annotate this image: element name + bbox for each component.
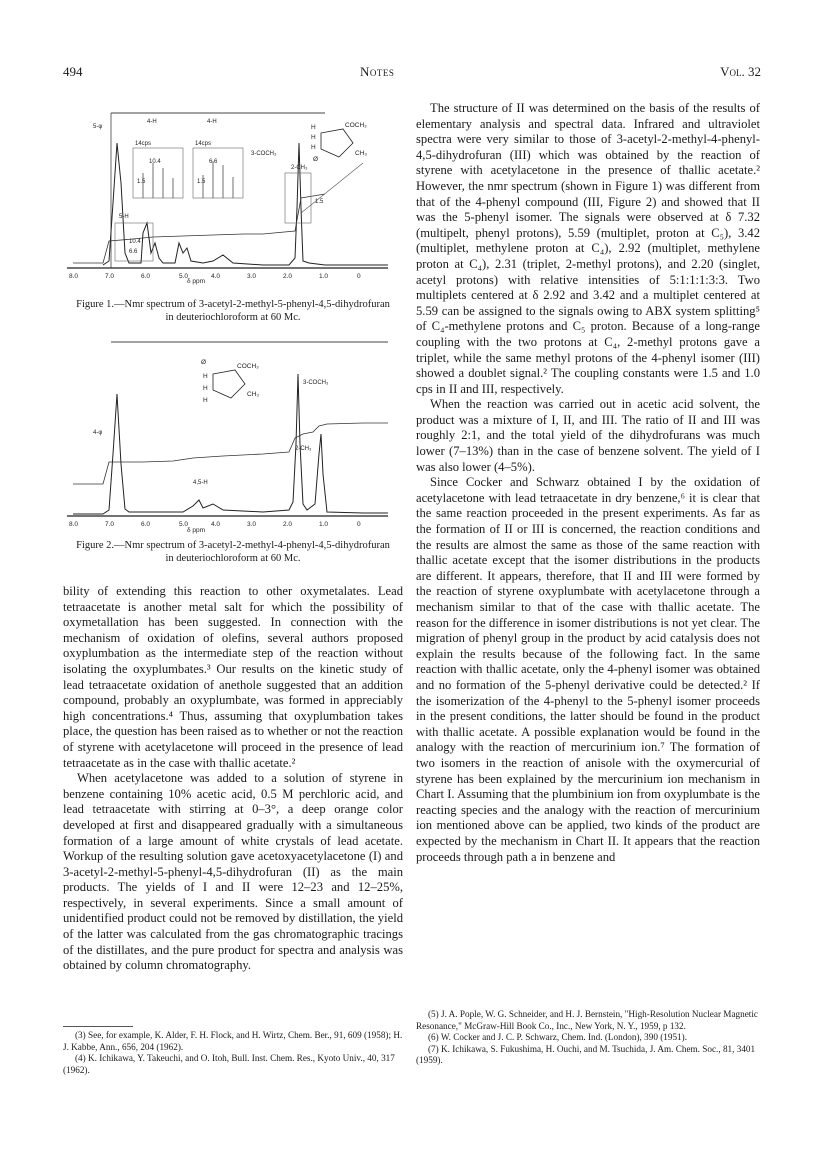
tick-label: 0: [357, 273, 361, 280]
tick-label: 3.0: [247, 521, 257, 528]
figure-1-spectrum: [63, 103, 403, 293]
paragraph: When acetylacetone was added to a solution of styrene in benzene containing 10% acetic acid, 0.5 M perchloric acid, and lead tetraacetate with stirring at 0–3°, a deep orange color developed at first and disappeared gradually with a simultaneous formation of a large amount of white crystals of lead acetate. Workup of the resulting solution gave acetoxyacetylacetone (I) and 3-acetyl-2-methyl-5-phenyl-4,5-dihydrofuran (II) as the main products. The yields of I and II were 12–23 and 12–25%, respectively, in several experiments. Since a small amount of unidentified product could not be removed by distillation, the yield of the latter was calculated from the gas chromatographic tracings of the distillates, and the pure product for spectra and analysis was obtained by column chromatography.: [63, 771, 403, 973]
section-title: Notes: [360, 64, 395, 79]
coupling-label: 10.4: [149, 159, 161, 165]
paragraph: When the reaction was carried out in acetic acid solvent, the product was a mixture of I, II, and III. The ratio of II and III was roughly 2:1, and the total yield of the dihydrofurans was much lower (7–13%) than in the case of benzene solvent. The yield of I was also lower (4–5%).: [416, 397, 760, 474]
tick-label: 6.0: [141, 521, 151, 528]
tick-label: 3.0: [247, 273, 257, 280]
structure-label: H: [311, 134, 316, 141]
coupling-label: 6.6: [209, 159, 218, 165]
tick-label: 4.0: [211, 273, 221, 280]
tick-label: 2.0: [283, 273, 293, 280]
paragraph: bility of extending this reaction to other oxymetalates. Lead tetraacetate is another metal salt for which the possibility of oxymetallation has been suggested. In connection with the mechanism of oxidation of olefins, several authors proposed oxyplumbation as the intermediate step of the reaction without isolating the oxyplumbates.³ Our results on the kinetic study of lead tetraacetate oxidation of anethole suggested that an addition compound, probably an oxyplumbate, was formed in appreciably high concentrations.⁴ Thus, assuming that oxyplumbation takes place, the question has been raised as to whether or not the reaction of styrene with acetylacetone will proceed in the presence of lead tetraacetate as in the case with thallic acetate.²: [63, 584, 403, 770]
h4-label: 4-H: [147, 119, 157, 125]
coupling-label: 1.5: [137, 179, 146, 185]
structure-label: H: [203, 385, 208, 392]
ch3-label: 2-CH₃: [295, 446, 312, 452]
footnote: (5) J. A. Pople, W. G. Schneider, and H. J. Bernstein, "High-Resolution Nuclear Magnetic Resonance," McGraw-Hill Book Co., Inc., New York, N. Y., 1959, p 132.: [416, 1009, 758, 1031]
coupling-label: 6.6: [129, 249, 138, 255]
tick-label: 2.0: [283, 521, 293, 528]
coupling-label: 1.5: [315, 199, 324, 205]
structure-label: H: [311, 144, 316, 151]
tick-label: 7.0: [105, 521, 115, 528]
ppm-label: δ ppm: [187, 527, 206, 534]
coupling-label: 10.4: [129, 239, 141, 245]
structure-label: Ø: [201, 359, 207, 366]
structure-label: COCH₃: [237, 363, 259, 370]
structure-label: H: [311, 124, 316, 131]
ppm-label: δ ppm: [187, 278, 206, 285]
figure-2: [63, 334, 403, 565]
h4-label: 4-H: [207, 119, 217, 125]
h5-label: 5-H: [119, 214, 129, 220]
tick-label: 6.0: [141, 273, 151, 280]
footnote-rule: [63, 1026, 133, 1027]
tick-label: 1.0: [319, 273, 329, 280]
h45-label: 4,5-H: [193, 480, 208, 486]
structure-label: H: [203, 397, 208, 404]
tick-label: 7.0: [105, 273, 115, 280]
tick-label: 8.0: [69, 273, 79, 280]
tick-label: 5.0: [179, 521, 189, 528]
phenyl-label: 5-φ: [93, 124, 103, 130]
coupling-label: 1.5: [197, 179, 206, 185]
footnote: (4) K. Ichikawa, Y. Takeuchi, and O. Itoh, Bull. Inst. Chem. Res., Kyoto Univ., 40, 317 (1962).: [63, 1053, 395, 1075]
figure-1-caption: Figure 1.—Nmr spectrum of 3-acetyl-2-methyl-5-phenyl-4,5-dihydrofuran in deuteriochloroform at 60 Mc.: [76, 299, 390, 323]
figure-1: [63, 103, 403, 324]
coupling-label: 14cps: [195, 141, 212, 147]
paragraph: Since Cocker and Schwarz obtained I by the oxidation of acetylacetone with lead tetraacetate in dry benzene,⁶ it is clear that the same reaction proceeded in the present experiments. As far as the formation of II or III is concerned, the reaction conditions and the results are almost the same as those of the same reaction with thallic acetate except that the isomer distributions in the products are different. It appears, therefore, that II and III were formed by the reaction of styrene oxyplumbate with acetylacetone through a mechanism similar to that of the case with thallic acetate. The reason for the difference in isomer distributions is not yet clear. The migration of phenyl group in the product by acid catalysis does not explain the results because of the following fact. In the same reaction with thallic acetate, only the 4-phenyl isomer was obtained and no formation of the 5-phenyl derivative could be detected.² If the isomerization of the 4-phenyl to the 5-phenyl isomer proceeds in the present conditions, the latter should be found in the product with thallic acetate. A possible explanation would be found in the analogy with the reaction of mercurinium ion.⁷ The formation of two isomers in the reaction of anisole with the oxymercurial of styrene has been explained by the mercurinium ion mechanism in Chart I. Assuming that the plumbinium ion from oxyplumbate is the reacting species and the analogy with the reaction of mercurinium ion mentioned above can be applied, two kinds of the product are expected by the mechanism in Chart II. It appears that the reaction proceeds through path a in benzene and: [416, 475, 760, 864]
tick-label: 4.0: [211, 521, 221, 528]
structure-label: COCH₃: [345, 122, 367, 129]
page-number: 494: [63, 64, 83, 79]
structure-label: CH₃: [247, 391, 260, 398]
right-column-text: [416, 101, 760, 865]
footnote: (6) W. Cocker and J. C. P. Schwarz, Chem. Ind. (London), 390 (1951).: [428, 1032, 687, 1042]
tick-label: 5.0: [179, 273, 189, 280]
figure-2-caption: Figure 2.—Nmr spectrum of 3-acetyl-2-methyl-4-phenyl-4,5-dihydrofuran in deuteriochloroform at 60 Mc.: [76, 540, 390, 564]
ch3-label: 2-CH₃: [291, 165, 308, 171]
footnote: (3) See, for example, K. Alder, F. H. Flock, and H. Wirtz, Chem. Ber., 91, 609 (1958); H. J. Kabbe, Ann., 656, 204 (1962).: [63, 1030, 403, 1052]
figure-2-spectrum: [63, 334, 403, 534]
footnotes-left: [63, 1030, 403, 1076]
structure-label: CH₃: [355, 150, 368, 157]
left-column-text: [63, 584, 403, 974]
tick-label: 0: [357, 521, 361, 528]
paragraph: The structure of II was determined on the basis of the results of elementary analysis and spectral data. Infrared and ultraviolet spectra were very similar to those of 3-acetyl-2-methyl-4-phenyl-4,5-dihydrofuran (III) which was obtained by the reaction of styrene with acetylacetone in the presence of thallic acetate.² However, the nmr spectrum (shown in Figure 1) was different from that of the 4-phenyl compound (III, Figure 2) and showed that II was the 5-phenyl isomer. The signals were observed at δ 7.32 (multipelt, phenyl protons), 5.59 (multiplet, proton at C₅), 3.42 (multiplet, methylene proton at C₄), 2.92 (multiplet, methylene proton at C₄), 2.31 (triplet, 2-methyl protons), and 2.20 (singlet, acetyl protons) with relative intensities of 5:1:1:1:3:3. Two multiplets centered at δ 2.92 and 3.42 and a multiplet centered at 5.59 can be assigned to the signals owing to ABX system splitting⁵ of C₄-methylene protons and C₅ proton. Because of a long-range coupling with the two protons at C₄, 2-methyl protons gave a triplet, while the same methyl protons of the 4-phenyl isomer (III) showed a doublet signal.² The coupling constants were 1.5 and 1.0 cps in II and III, respectively.: [416, 101, 760, 396]
coch3-label: 3-COCH₃: [251, 151, 277, 157]
structure-label: Ø: [313, 156, 319, 163]
coupling-label: 14cps: [135, 141, 152, 147]
coch3-label: 3-COCH₃: [303, 380, 329, 386]
footnote: (7) K. Ichikawa, S. Fukushima, H. Ouchi, and M. Tsuchida, J. Am. Chem. Soc., 81, 3401 (1959).: [416, 1043, 756, 1065]
tick-label: 8.0: [69, 521, 79, 528]
structure-label: H: [203, 373, 208, 380]
phenyl-label: 4-φ: [93, 430, 103, 436]
tick-label: 1.0: [319, 521, 329, 528]
footnotes-right: [416, 1009, 760, 1067]
volume-number: Vol. 32: [720, 64, 761, 79]
